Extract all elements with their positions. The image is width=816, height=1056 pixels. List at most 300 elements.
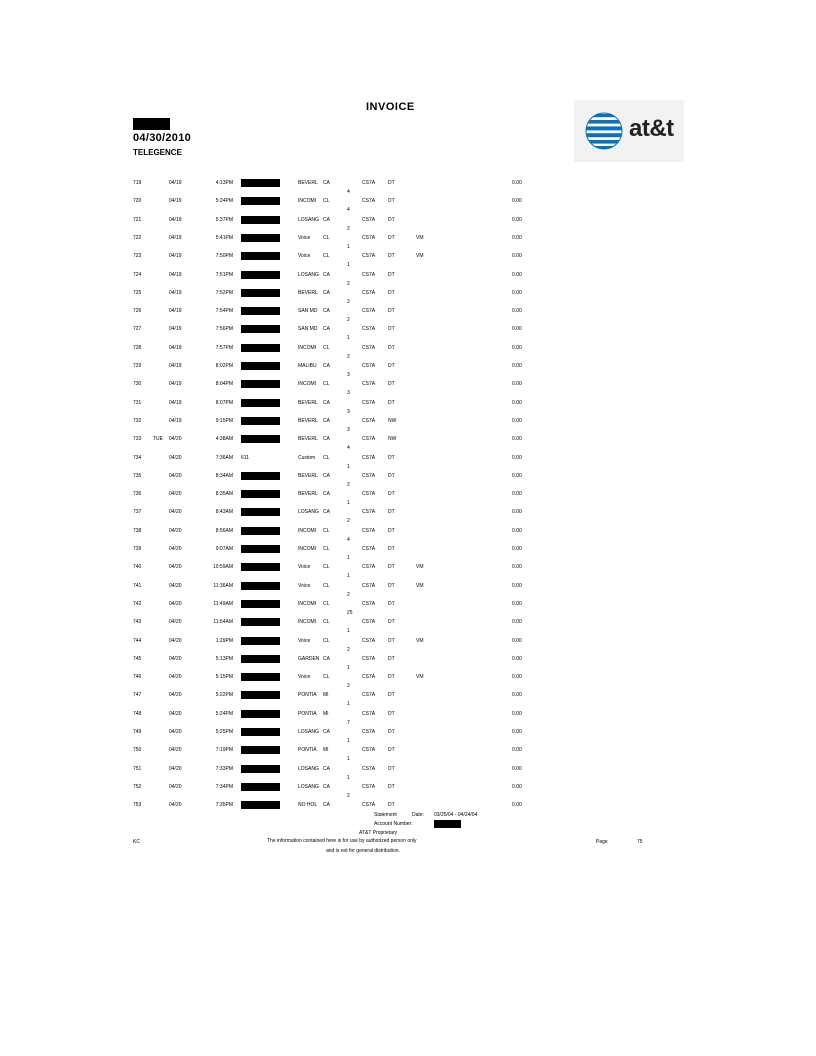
- call-location: INCOMI: [298, 546, 317, 552]
- call-date: 04/19: [169, 308, 182, 315]
- call-state: CL: [323, 564, 330, 571]
- feature-code: DT: [388, 509, 395, 516]
- call-state: CA: [323, 472, 330, 479]
- table-row: [0, 381, 816, 399]
- row-number: 725: [133, 289, 142, 296]
- call-amount: 0.00: [512, 600, 522, 607]
- call-location: Voice: [298, 253, 311, 260]
- row-number: 721: [133, 216, 142, 223]
- row-number: 744: [133, 637, 142, 644]
- call-amount: 0.00: [512, 216, 522, 223]
- table-row: [0, 253, 816, 271]
- call-state: CA: [323, 363, 330, 369]
- call-time: 4:13PM: [215, 180, 233, 186]
- call-location: Voice: [298, 582, 311, 589]
- row-number: 733: [133, 436, 142, 443]
- call-amount: 0.00: [512, 198, 522, 205]
- call-location: MALIBU: [298, 363, 317, 369]
- call-minutes: 3: [347, 372, 350, 378]
- call-location: LOSANG: [298, 783, 319, 790]
- call-date: 04/20: [169, 655, 182, 662]
- call-time: 5:24PM: [215, 198, 233, 205]
- feature-code: DT: [388, 655, 395, 662]
- statement-label: Statement: [374, 812, 397, 818]
- feature-code: DT: [388, 491, 395, 498]
- call-location: INCOMI: [298, 619, 317, 626]
- table-row: [0, 180, 816, 198]
- call-state: CA: [323, 655, 330, 662]
- call-amount: 0.00: [512, 674, 522, 681]
- row-number: 734: [133, 454, 142, 461]
- call-state: CL: [323, 527, 330, 534]
- proprietary-notice: AT&T Proprietary: [359, 830, 398, 836]
- redacted-phone-number: [241, 325, 280, 333]
- call-location: PONTIA: [298, 692, 317, 699]
- rate-code: CS7A: [362, 417, 376, 424]
- call-location: BEVERL: [298, 289, 318, 296]
- call-minutes: 2: [347, 317, 350, 324]
- table-row: [0, 674, 816, 692]
- called-number: 611: [241, 454, 249, 461]
- redacted-phone-number: [241, 655, 280, 663]
- call-minutes: 2: [347, 683, 350, 690]
- feature-code: DT: [388, 381, 395, 388]
- table-row: [0, 546, 816, 564]
- call-date: 04/20: [169, 546, 182, 552]
- call-state: CL: [323, 619, 330, 626]
- feature-code: DT: [388, 546, 395, 552]
- call-state: CA: [323, 271, 330, 278]
- table-row: [0, 308, 816, 326]
- row-number: 723: [133, 253, 142, 260]
- call-amount: 0.00: [512, 765, 522, 772]
- call-amount: 0.00: [512, 802, 522, 809]
- call-minutes: 4: [347, 207, 350, 214]
- call-location: NO HOL: [298, 802, 318, 809]
- call-time: 1:29PM: [215, 637, 233, 644]
- call-minutes: 1: [347, 573, 350, 580]
- page-number: 75: [637, 839, 643, 845]
- table-row: [0, 729, 816, 747]
- call-amount: 0.00: [512, 381, 522, 388]
- voicemail-flag: VM: [416, 674, 424, 681]
- redacted-phone-number: [241, 344, 280, 352]
- table-row: [0, 528, 816, 546]
- redacted-phone-number: [241, 710, 280, 718]
- rate-code: CS7A: [362, 253, 376, 260]
- call-amount: 0.00: [512, 747, 522, 754]
- redacted-phone-number: [241, 197, 280, 205]
- row-number: 750: [133, 747, 142, 754]
- call-state: CL: [323, 600, 330, 607]
- table-row: [0, 784, 816, 802]
- feature-code: DT: [388, 472, 395, 479]
- row-number: 735: [133, 472, 142, 479]
- redacted-phone-number: [241, 252, 280, 260]
- call-location: PONTIA: [298, 747, 317, 754]
- rate-code: CS7A: [362, 546, 376, 552]
- call-state: CL: [323, 454, 330, 461]
- feature-code: DT: [388, 582, 395, 589]
- rate-code: CS7A: [362, 234, 376, 241]
- call-time: 8:43AM: [215, 509, 233, 516]
- rate-code: CS7A: [362, 619, 376, 626]
- table-row: [0, 747, 816, 765]
- call-minutes: 2: [347, 353, 350, 360]
- call-date: 04/19: [169, 234, 182, 241]
- row-number: 738: [133, 527, 142, 534]
- call-state: CL: [323, 381, 330, 388]
- call-time: 9:15PM: [215, 417, 233, 424]
- call-minutes: 1: [347, 262, 350, 269]
- rate-code: CS7A: [362, 271, 376, 278]
- feature-code: DT: [388, 180, 395, 186]
- call-minutes: 1: [347, 463, 350, 470]
- disclaimer-line-2: and is not for general distribution.: [326, 848, 400, 854]
- feature-code: NW: [388, 436, 397, 443]
- table-row: [0, 326, 816, 344]
- call-state: CA: [323, 417, 330, 424]
- call-amount: 0.00: [512, 619, 522, 626]
- rate-code: CS7A: [362, 637, 376, 644]
- call-state: CA: [323, 180, 330, 186]
- call-minutes: 2: [347, 298, 350, 305]
- table-row: [0, 455, 816, 473]
- feature-code: DT: [388, 454, 395, 461]
- call-minutes: 25: [347, 609, 353, 616]
- call-amount: 0.00: [512, 655, 522, 662]
- call-date: 04/20: [169, 747, 182, 754]
- call-state: CL: [323, 546, 330, 552]
- call-time: 5:13PM: [215, 655, 233, 662]
- call-amount: 0.00: [512, 637, 522, 644]
- call-state: MI: [323, 747, 329, 754]
- row-number: 729: [133, 363, 142, 369]
- feature-code: DT: [388, 289, 395, 296]
- call-date: 04/19: [169, 289, 182, 296]
- feature-code: DT: [388, 271, 395, 278]
- redacted-phone-number: [241, 600, 280, 608]
- feature-code: DT: [388, 710, 395, 717]
- redacted-phone-number: [241, 399, 280, 407]
- row-number: 747: [133, 692, 142, 699]
- call-amount: 0.00: [512, 783, 522, 790]
- call-minutes: 1: [347, 701, 350, 708]
- call-location: BEVERL: [298, 399, 318, 406]
- rate-code: CS7A: [362, 436, 376, 443]
- call-date: 04/19: [169, 216, 182, 223]
- call-date: 04/20: [169, 674, 182, 681]
- row-number: 740: [133, 564, 142, 571]
- call-amount: 0.00: [512, 472, 522, 479]
- call-state: CA: [323, 491, 330, 498]
- voicemail-flag: VM: [416, 234, 424, 241]
- row-number: 724: [133, 271, 142, 278]
- table-row: [0, 473, 816, 491]
- rate-code: CS7A: [362, 180, 376, 186]
- call-state: CL: [323, 253, 330, 260]
- rate-code: CS7A: [362, 564, 376, 571]
- rate-code: CS7A: [362, 582, 376, 589]
- feature-code: DT: [388, 729, 395, 735]
- row-number: 732: [133, 417, 142, 424]
- call-time: 7:35PM: [215, 802, 233, 809]
- call-time: 7:36AM: [215, 454, 233, 461]
- call-amount: 0.00: [512, 363, 522, 369]
- call-date: 04/20: [169, 472, 182, 479]
- call-location: BEVERL: [298, 436, 318, 443]
- row-number: 751: [133, 765, 142, 772]
- day-of-week: TUE: [153, 436, 163, 443]
- call-time: 8:35AM: [215, 491, 233, 498]
- row-number: 742: [133, 600, 142, 607]
- att-globe-icon: [585, 112, 623, 150]
- call-time: 7:57PM: [215, 344, 233, 351]
- date-label: Date:: [412, 812, 424, 818]
- call-location: Voice: [298, 674, 311, 681]
- call-state: CA: [323, 509, 330, 516]
- call-amount: 0.00: [512, 344, 522, 351]
- feature-code: DT: [388, 783, 395, 790]
- call-date: 04/20: [169, 765, 182, 772]
- call-minutes: 2: [347, 646, 350, 653]
- rate-code: CS7A: [362, 692, 376, 699]
- call-location: LOSANG: [298, 729, 319, 735]
- call-minutes: 1: [347, 774, 350, 781]
- call-minutes: 1: [347, 335, 350, 342]
- call-amount: 0.00: [512, 564, 522, 571]
- row-number: 753: [133, 802, 142, 809]
- call-time: 5:25PM: [215, 729, 233, 735]
- call-location: LOSANG: [298, 509, 319, 516]
- call-minutes: 2: [347, 591, 350, 598]
- voicemail-flag: VM: [416, 253, 424, 260]
- feature-code: NW: [388, 417, 397, 424]
- row-number: 727: [133, 326, 142, 333]
- feature-code: DT: [388, 564, 395, 571]
- call-state: CA: [323, 326, 330, 333]
- row-number: 746: [133, 674, 142, 681]
- call-amount: 0.00: [512, 546, 522, 552]
- table-row: [0, 363, 816, 381]
- call-date: 04/19: [169, 326, 182, 333]
- call-amount: 0.00: [512, 527, 522, 534]
- call-minutes: 1: [347, 628, 350, 635]
- feature-code: DT: [388, 363, 395, 369]
- table-row: [0, 766, 816, 784]
- table-row: [0, 711, 816, 729]
- feature-code: DT: [388, 747, 395, 754]
- call-state: CA: [323, 802, 330, 809]
- table-row: [0, 564, 816, 582]
- table-row: [0, 619, 816, 637]
- call-minutes: 7: [347, 719, 350, 726]
- table-row: [0, 400, 816, 418]
- row-number: 737: [133, 509, 142, 516]
- call-time: 8:34AM: [215, 472, 233, 479]
- redacted-phone-number: [241, 307, 280, 315]
- call-amount: 0.00: [512, 326, 522, 333]
- table-row: [0, 198, 816, 216]
- call-state: MI: [323, 692, 329, 699]
- call-amount: 0.00: [512, 710, 522, 717]
- redacted-phone-number: [241, 637, 280, 645]
- call-minutes: 1: [347, 243, 350, 250]
- redacted-phone-number: [241, 508, 280, 516]
- call-amount: 0.00: [512, 582, 522, 589]
- call-date: 04/19: [169, 198, 182, 205]
- call-location: GARDEN: [298, 655, 320, 662]
- call-location: BEVERL: [298, 472, 318, 479]
- call-state: CA: [323, 729, 330, 735]
- redacted-phone-number: [241, 362, 280, 370]
- call-location: INCOMI: [298, 198, 317, 205]
- row-number: 719: [133, 180, 142, 186]
- rate-code: CS7A: [362, 363, 376, 369]
- redacted-phone-number: [241, 289, 280, 297]
- call-location: Custom: [298, 454, 316, 461]
- call-date: 04/20: [169, 729, 182, 735]
- call-state: CL: [323, 637, 330, 644]
- call-time: 7:52PM: [215, 289, 233, 296]
- call-time: 5:24PM: [215, 710, 233, 717]
- feature-code: DT: [388, 802, 395, 809]
- call-state: CA: [323, 216, 330, 223]
- redacted-phone-number: [241, 271, 280, 279]
- rate-code: CS7A: [362, 655, 376, 662]
- call-amount: 0.00: [512, 180, 522, 186]
- rate-code: CS7A: [362, 710, 376, 717]
- call-minutes: 1: [347, 555, 350, 561]
- logo-wordmark: at&t: [629, 115, 674, 142]
- voicemail-flag: VM: [416, 637, 424, 644]
- call-time: 5:41PM: [215, 234, 233, 241]
- initials: KC: [133, 839, 140, 845]
- statement-date-range: 03/25/04 - 04/24/04: [434, 812, 478, 818]
- rate-code: CS7A: [362, 491, 376, 498]
- redacted-phone-number: [241, 673, 280, 681]
- voicemail-flag: VM: [416, 564, 424, 571]
- call-time: 7:33PM: [215, 765, 233, 772]
- redacted-phone-number: [241, 563, 280, 571]
- call-location: BEVERL: [298, 417, 318, 424]
- redacted-phone-number: [241, 490, 280, 498]
- call-time: 7:34PM: [215, 783, 233, 790]
- rate-code: CS7A: [362, 399, 376, 406]
- call-location: INCOMI: [298, 600, 317, 607]
- call-location: BEVERL: [298, 491, 318, 498]
- feature-code: DT: [388, 527, 395, 534]
- redacted-phone-number: [241, 765, 280, 773]
- redacted-phone-number: [241, 234, 280, 242]
- row-number: 748: [133, 710, 142, 717]
- rate-code: CS7A: [362, 381, 376, 388]
- call-date: 04/20: [169, 600, 182, 607]
- call-minutes: 2: [347, 280, 350, 287]
- feature-code: DT: [388, 326, 395, 333]
- rate-code: CS7A: [362, 802, 376, 809]
- rate-code: CS7A: [362, 674, 376, 681]
- redacted-phone-number: [241, 618, 280, 626]
- table-row: [0, 802, 816, 820]
- call-amount: 0.00: [512, 729, 522, 735]
- redacted-phone-number: [241, 179, 280, 187]
- call-location: Voice: [298, 564, 311, 571]
- table-row: [0, 290, 816, 308]
- call-state: CA: [323, 765, 330, 772]
- call-minutes: 1: [347, 738, 350, 744]
- call-date: 04/19: [169, 399, 182, 406]
- redacted-phone-number: [241, 783, 280, 791]
- call-amount: 0.00: [512, 308, 522, 315]
- call-date: 04/20: [169, 491, 182, 498]
- rate-code: CS7A: [362, 765, 376, 772]
- call-date: 04/19: [169, 417, 182, 424]
- call-date: 04/20: [169, 564, 182, 571]
- redacted-phone-number: [241, 527, 280, 535]
- call-location: SAN MD: [298, 308, 318, 315]
- table-row: [0, 272, 816, 290]
- redacted-block: [133, 118, 170, 130]
- call-minutes: 4: [347, 445, 350, 452]
- redacted-phone-number: [241, 801, 280, 809]
- invoice-title: INVOICE: [366, 101, 415, 113]
- call-state: CA: [323, 399, 330, 406]
- rate-code: CS7A: [362, 472, 376, 479]
- row-number: 728: [133, 344, 142, 351]
- call-minutes: 4: [347, 536, 350, 543]
- call-time: 10:59AM: [212, 564, 233, 571]
- row-number: 726: [133, 308, 142, 315]
- voicemail-flag: VM: [416, 582, 424, 589]
- call-time: 11:49AM: [213, 600, 233, 607]
- table-row: [0, 509, 816, 527]
- table-row: [0, 436, 816, 454]
- company-name: TELEGENCE: [133, 148, 182, 157]
- redacted-phone-number: [241, 435, 280, 443]
- call-time: 5:15PM: [215, 674, 233, 681]
- call-location: LOSANG: [298, 216, 319, 223]
- call-amount: 0.00: [512, 436, 522, 443]
- row-number: 752: [133, 783, 142, 790]
- redacted-phone-number: [241, 545, 280, 553]
- rate-code: CS7A: [362, 454, 376, 461]
- call-amount: 0.00: [512, 417, 522, 424]
- call-location: INCOMI: [298, 381, 317, 388]
- call-time: 7:51PM: [215, 271, 233, 278]
- call-date: 04/20: [169, 802, 182, 809]
- call-state: CA: [323, 436, 330, 443]
- call-amount: 0.00: [512, 491, 522, 498]
- feature-code: DT: [388, 619, 395, 626]
- feature-code: DT: [388, 399, 395, 406]
- call-minutes: 3: [347, 426, 350, 433]
- call-time: 7:54PM: [215, 308, 233, 315]
- call-location: LOSANG: [298, 765, 319, 772]
- call-location: Voice: [298, 234, 311, 241]
- call-amount: 0.00: [512, 509, 522, 516]
- table-row: [0, 491, 816, 509]
- call-time: 11:54AM: [213, 619, 233, 626]
- call-date: 04/20: [169, 637, 182, 644]
- call-date: 04/19: [169, 271, 182, 278]
- feature-code: DT: [388, 216, 395, 223]
- call-time: 7:56PM: [215, 326, 233, 333]
- feature-code: DT: [388, 674, 395, 681]
- call-time: 7:19PM: [215, 747, 233, 754]
- feature-code: DT: [388, 692, 395, 699]
- feature-code: DT: [388, 198, 395, 205]
